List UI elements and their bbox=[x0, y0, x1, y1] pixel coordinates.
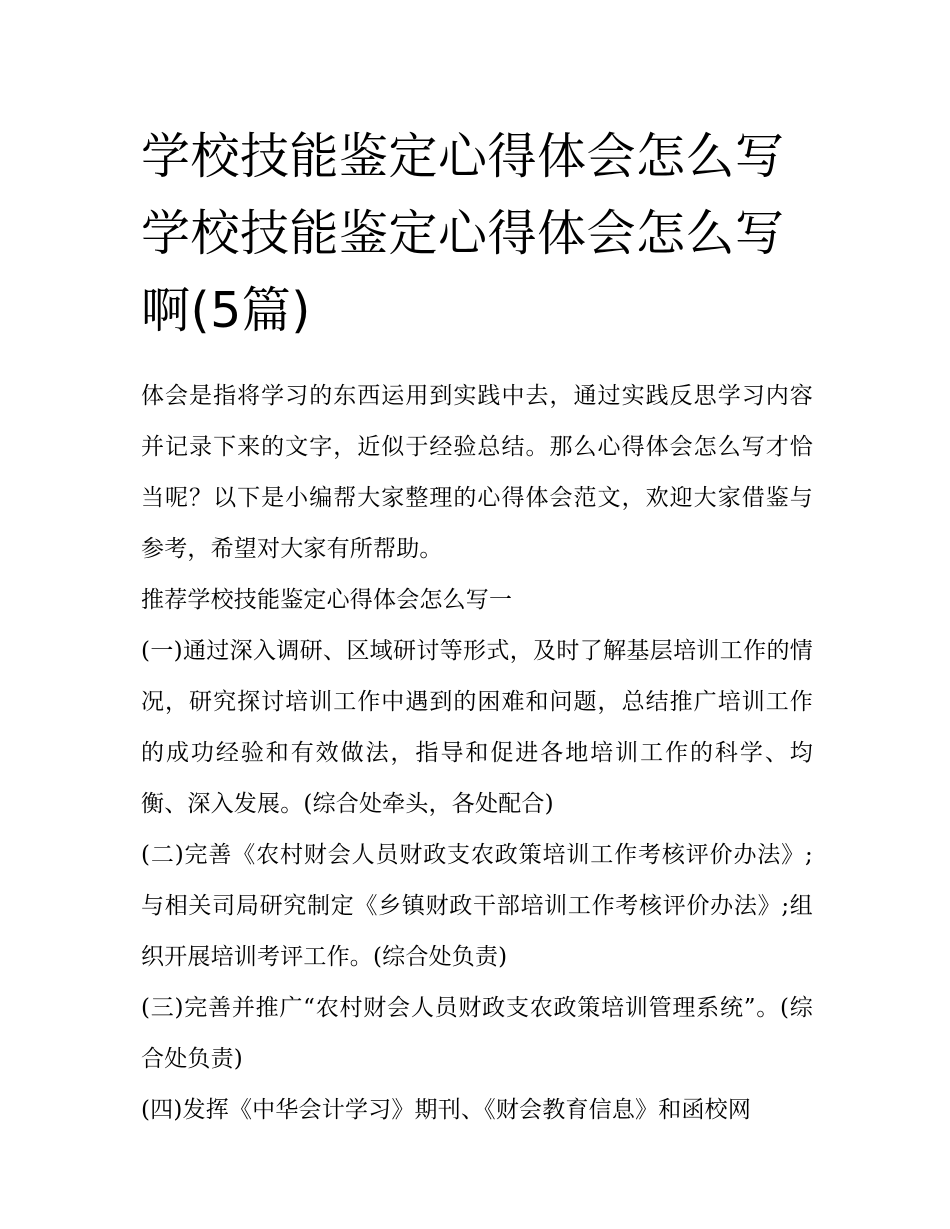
intro-paragraph: 体会是指将学习的东西运用到实践中去，通过实践反思学习内容并记录下来的文字，近似于经验总结。那么心得体会怎么写才恰当呢？以下是小编帮大家整理的心得体会范文，欢迎大家借鉴与参考，希望对大家有所帮助。 bbox=[141, 383, 813, 562]
body-paragraph: (四)发挥《中华会计学习》期刊、《财会教育信息》和函校网 bbox=[141, 1097, 752, 1123]
body-paragraph: (三)完善并推广“农村财会人员财政支农政策培训管理系统”。(综合处负责) bbox=[141, 995, 813, 1072]
document-title: 学校技能鉴定心得体会怎么写 学校技能鉴定心得体会怎么写啊(5篇) bbox=[141, 128, 785, 339]
body-paragraph: (二)完善《农村财会人员财政支农政策培训工作考核评价办法》;与相关司局研究制定《乡镇财政干部培训工作考核评价办法》;组织开展培训考评工作。(综合处负责) bbox=[141, 842, 813, 970]
section-heading: 推荐学校技能鉴定心得体会怎么写一 bbox=[141, 587, 513, 613]
body-paragraph: (一)通过深入调研、区域研讨等形式，及时了解基层培训工作的情况，研究探讨培训工作中遇到的困难和问题，总结推广培训工作的成功经验和有效做法，指导和促进各地培训工作的科学、均衡、深入发展。(综合处牵头，各处配合) bbox=[141, 638, 813, 817]
document-page bbox=[141, 118, 813, 1136]
